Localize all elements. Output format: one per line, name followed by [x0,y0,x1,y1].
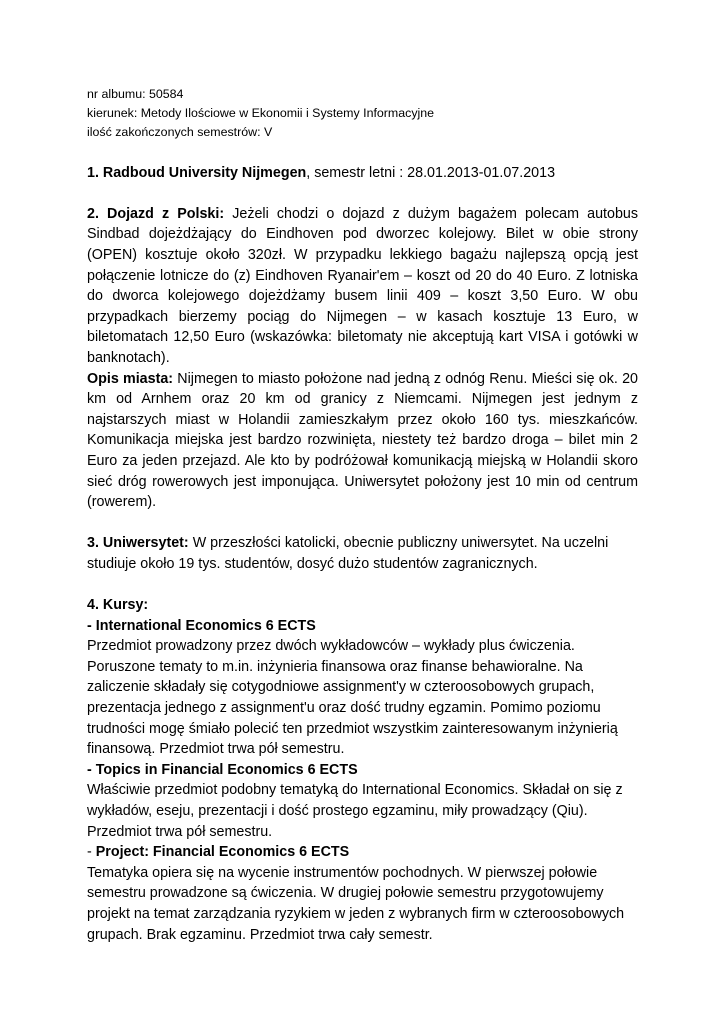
field-of-study: kierunek: Metody Ilościowe w Ekonomii i Systemy Informacyjne [87,106,435,120]
course-title: - International Economics 6 ECTS [87,617,316,634]
section-2-label: 2. Dojazd z Polski: [87,205,225,222]
course-description: Tematyka opiera się na wycenie instrumentów pochodnych. W pierwszej połowie semestru prowadzone są ćwiczenia. W drugiej połowie semestru przygotowujemy projekt na temat zarządzania ryzykiem w jeden z wybranych firm w czteroosobowych grupach. Brak egzaminu. Przedmiot trwa cały semestr. [87,864,625,943]
semesters-completed: ilość zakończonych semestrów: V [87,125,273,139]
semester-dates: , semestr letni : 28.01.2013-01.07.2013 [306,164,556,181]
course-description: Przedmiot prowadzony przez dwóch wykładowców – wykłady plus ćwiczenia. Poruszone tematy to m.in. inżynieria finansowa oraz finanse behawioralne. Na zaliczenie składały się cotygodniowe assignment'y w czteroosobowych grupach, prezentacja jednego z assignment'u oraz dość trudny egzamin. Pomimo poziomu trudności mogę śmiało polecić ten przedmiot wszystkim zainteresowanym inżynierią finansową. Przedmiot trwa pół semestru. [87,638,618,758]
city-text: Nijmegen to miasto położone nad jedną z odnóg Renu. Mieści się ok. 20 km od Arnhem oraz 20 km od granicy z Niemcami. Nijmegen jest jednym z najstarszych miast w Holandii zamieszkałym przez około 160 tys. mieszkańców. Komunikacja miejska jest bardzo rozwinięta, niestety też bardzo droga – bilet min 2 Euro za jeden przejazd. Ale kto by podróżował komunikacją miejską w Holandii skoro sieć dróg rowerowych jest imponująca. Uniwersytet położony jest 10 min od centrum (rowerem). [87,370,638,511]
section-city [87,369,638,513]
university-text: W przeszłości katolicki, obecnie publiczny uniwersytet. Na uczelni studiuje około 19 tys. studentów, dosyć dużo studentów zagranicznych. [87,535,609,572]
section-1-label: 1. Radboud University Nijmegen [87,164,307,181]
course-description: Właściwie przedmiot podobny tematyką do International Economics. Składał on się z wykładów, eseju, prezentacji i dość prostego egzaminu, miły prowadzący (Qiu). Przedmiot trwa pół semestru. [87,782,623,840]
travel-text: Jeżeli chodzi o dojazd z dużym bagażem polecam autobus Sindbad dojeżdżający do Eindhoven pod dworzec kolejowy. Bilet w obie strony (OPEN) kosztuje około 320zł. W przypadku lekkiego bagażu najlepszą opcją jest połączenie lotnicze do (z) Eindhoven Ryanair'em – koszt od 20 do 40 Euro. Z lotniska do dworca kolejowego dojeżdżamy busem linii 409 – koszt 3,50 Euro. W obu przypadkach bierzemy pociąg do Nijmegen – w kasach kosztuje 13 Euro, w biletomatach 12,50 Euro (wskazówka: biletomaty nie akceptują kart VISA i gotówki w banknotach). [87,205,638,366]
student-header [87,85,638,142]
course-title: - Project: Financial Economics 6 ECTS [87,844,350,861]
section-university-name [87,163,638,184]
section-3-label: 3. Uniwersytet: [87,535,189,552]
section-4-label: 4. Kursy: [87,597,149,614]
album-number: nr albumu: 50584 [87,87,184,101]
section-travel [87,204,638,369]
document-body [87,85,638,945]
city-label: Opis miasta: [87,370,174,387]
section-university [87,533,638,574]
course-title: - Topics in Financial Economics 6 ECTS [87,761,358,778]
